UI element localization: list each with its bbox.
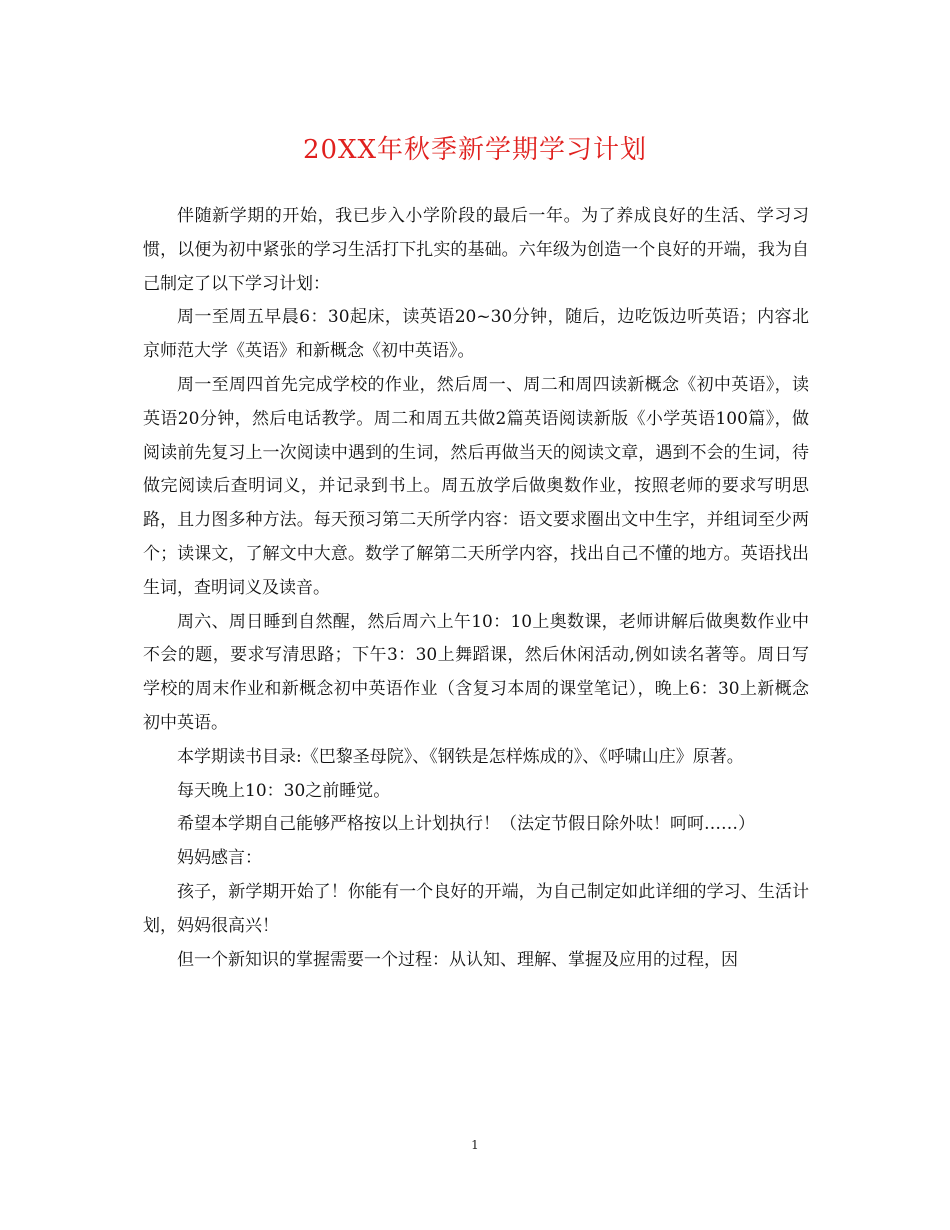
paragraph: 每天晚上10：30之前睡觉。 (177, 780, 391, 801)
paragraph: 周六、周日睡到自然醒，然后周六上午10：10上奥数课，老师讲解后做奥数作业中不会的题，要求写清思路；下午3：30上舞蹈课，然后休闲活动,例如读名著等。周日写学校的周末作业和新概念初中英语作业（含复习本周的课堂笔记），晚上6：30上新概念初中英语。 (143, 611, 809, 733)
paragraph: 妈妈感言： (177, 848, 262, 869)
paragraph: 本学期读书目录:《巴黎圣母院》、《钢铁是怎样炼成的》、《呼啸山庄》原著。 (177, 746, 744, 767)
paragraph: 孩子，新学期开始了！你能有一个良好的开端，为自己制定如此详细的学习、生活计划，妈妈很高兴！ (143, 881, 809, 936)
paragraph: 周一至周五早晨6：30起床，读英语20~30分钟，随后，边吃饭边听英语；内容北京师范大学《英语》和新概念《初中英语》。 (143, 307, 809, 362)
page-number: 1 (471, 1138, 479, 1152)
paragraph: 但一个新知识的掌握需要一个过程：从认知、理解、掌握及应用的过程，因 (177, 949, 738, 970)
paragraph: 周一至周四首先完成学校的作业，然后周一、周二和周四读新概念《初中英语》，读英语20分钟，然后电话教学。周二和周五共做2篇英语阅读新版《小学英语100篇》，做阅读前先复习上一次阅读中遇到的生词，然后再做当天的阅读文章，遇到不会的生词，待做完阅读后查明词义，并记录到书上。周五放学后做奥数作业，按照老师的要求写明思路，且力图多种方法。每天预习第二天所学内容：语文要求圈出文中生字，并组词至少两个；读课文，了解文中大意。数学了解第二天所学内容，找出自己不懂的地方。英语找出生词，查明词义及读音。 (143, 374, 809, 598)
paragraph: 希望本学期自己能够严格按以上计划执行！（法定节假日除外呔！呵呵……） (177, 814, 755, 835)
document-title: 20XX年秋季新学期学习计划 (302, 135, 648, 165)
document-body (143, 200, 809, 977)
paragraph: 伴随新学期的开始，我已步入小学阶段的最后一年。为了养成良好的生活、学习习惯，以便为初中紧张的学习生活打下扎实的基础。六年级为创造一个良好的开端，我为自己制定了以下学习计划： (143, 206, 809, 294)
